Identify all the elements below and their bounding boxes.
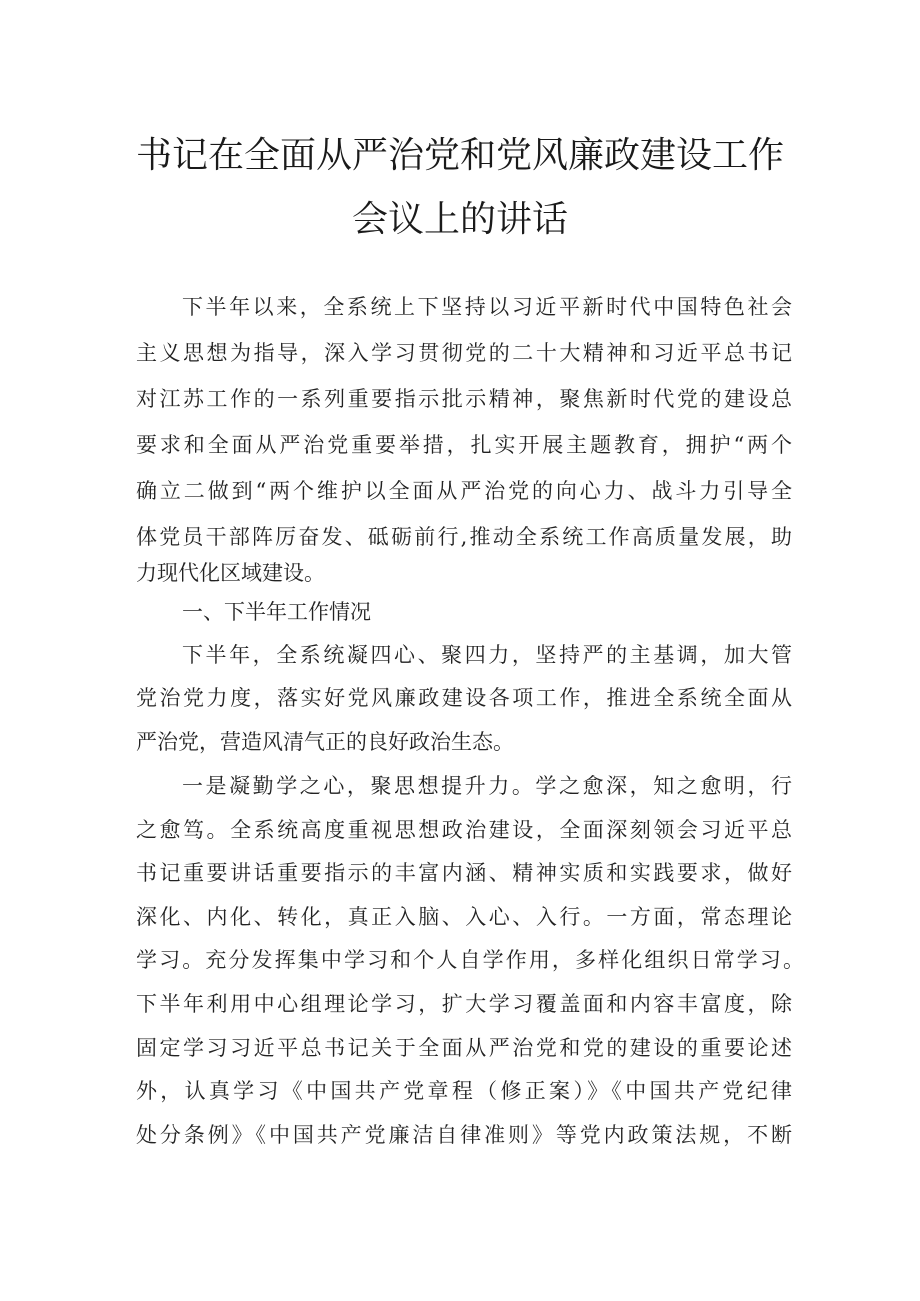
paragraph-line: 确立二做到“两个维护以全面从严治党的向心力、战斗力引导全 xyxy=(136,479,792,503)
section-heading: 一、下半年工作情况 xyxy=(182,600,371,624)
paragraph-line: 固定学习习近平总书记关于全面从严治党和党的建设的重要论述 xyxy=(136,1036,792,1060)
paragraph-line: 处分条例》《中国共产党廉洁自律准则》等党内政策法规，不断 xyxy=(136,1123,792,1147)
paragraph-line: 力现代化区域建设。 xyxy=(136,561,325,585)
paragraph-line: 下半年，全系统凝四心、聚四力，坚持严的主基调，加大管 xyxy=(182,643,792,667)
paragraph-line: 主义思想为指导，深入学习贯彻党的二十大精神和习近平总书记 xyxy=(136,341,792,365)
paragraph-line: 严治党，营造风清气正的良好政治生态。 xyxy=(136,730,514,754)
paragraph-line: 对江苏工作的一系列重要指示批示精神，聚焦新时代党的建设总 xyxy=(136,387,792,411)
paragraph-line: 外，认真学习《中国共产党章程（修正案）》《中国共产党纪律 xyxy=(136,1079,792,1103)
paragraph-line: 学习。充分发挥集中学习和个人自学作用，多样化组织日常学习。 xyxy=(136,948,804,972)
paragraph-line: 体党员干部阵厉奋发、砥砺前行,推动全系统工作高质量发展，助 xyxy=(136,525,792,549)
paragraph-line: 之愈笃。全系统高度重视思想政治建设，全面深刻领会习近平总 xyxy=(136,818,792,842)
paragraph-line: 下半年以来，全系统上下坚持以习近平新时代中国特色社会 xyxy=(182,295,792,319)
paragraph-line: 一是凝勤学之心，聚思想提升力。学之愈深，知之愈明，行 xyxy=(182,774,792,798)
paragraph-line: 深化、内化、转化，真正入脑、入心、入行。一方面，常态理论 xyxy=(136,905,792,929)
paragraph-line: 党治党力度，落实好党风廉政建设各项工作，推进全系统全面从 xyxy=(136,686,792,710)
paragraph-line: 书记重要讲话重要指示的丰富内涵、精神实质和实践要求，做好 xyxy=(136,861,792,885)
document-title-line-1: 书记在全面从严治党和党风廉政建设工作 xyxy=(135,135,784,176)
paragraph-line: 下半年利用中心组理论学习，扩大学习覆盖面和内容丰富度，除 xyxy=(136,992,792,1016)
document-title-line-2: 会议上的讲话 xyxy=(351,199,568,240)
paragraph-line: 要求和全面从严治党重要举措，扎实开展主题教育，拥护“两个 xyxy=(136,433,792,457)
